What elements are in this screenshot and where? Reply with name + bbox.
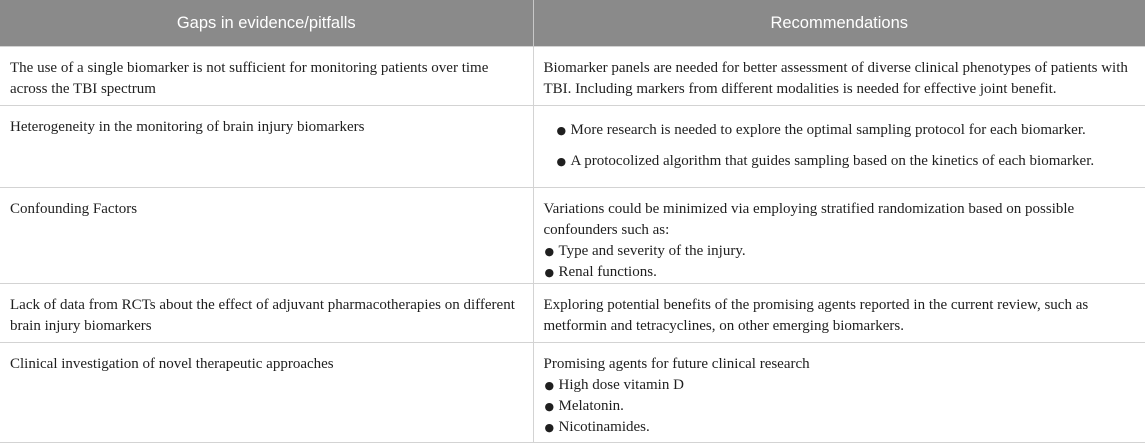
recommendation-text: Variations could be minimized via employing stratified randomization based on possible confounders such as:: [543, 201, 1075, 238]
list-item: ● Melatonin.: [545, 396, 1136, 417]
list-item: ● High dose vitamin D: [545, 375, 1136, 396]
table-row: [0, 47, 1145, 106]
list-item: ● More research is needed to explore the optimal sampling protocol for each biomarker.: [557, 120, 1136, 141]
recommendation-list: [544, 375, 1136, 438]
recommendation-list: [544, 241, 1136, 283]
table-row: [0, 343, 1145, 443]
gap-cell: Clinical investigation of novel therapeutic approaches: [0, 343, 533, 443]
table-row: [0, 284, 1145, 343]
table-row: [0, 188, 1145, 284]
list-item: ● Renal functions.: [545, 262, 1136, 283]
header-recommendations: Recommendations: [533, 0, 1145, 47]
recommendation-list: [544, 120, 1136, 172]
table-row: [0, 106, 1145, 188]
recommendation-cell: [533, 188, 1145, 284]
gap-cell: Confounding Factors: [0, 188, 533, 284]
recommendation-cell: Exploring potential benefits of the promising agents reported in the current review, such as metformin and tetracyclines, on other emerging biomarkers.: [533, 284, 1145, 343]
gap-cell: Heterogeneity in the monitoring of brain injury biomarkers: [0, 106, 533, 188]
recommendation-text: Promising agents for future clinical research: [543, 356, 810, 372]
list-item: ● Nicotinamides.: [545, 417, 1136, 438]
list-item: ● Type and severity of the injury.: [545, 241, 1136, 262]
gap-cell: The use of a single biomarker is not sufficient for monitoring patients over time across the TBI spectrum: [0, 47, 533, 106]
recommendation-cell: Biomarker panels are needed for better assessment of diverse clinical phenotypes of patients with TBI. Including markers from different modalities is needed for effective joint benefit.: [533, 47, 1145, 106]
header-gaps: Gaps in evidence/pitfalls: [0, 0, 533, 47]
recommendation-cell: [533, 343, 1145, 443]
gap-cell: Lack of data from RCTs about the effect of adjuvant pharmacotherapies on different brain injury biomarkers: [0, 284, 533, 343]
recommendation-cell: [533, 106, 1145, 188]
header-row: [0, 0, 1145, 47]
list-item: ● A protocolized algorithm that guides sampling based on the kinetics of each biomarker.: [557, 151, 1136, 172]
